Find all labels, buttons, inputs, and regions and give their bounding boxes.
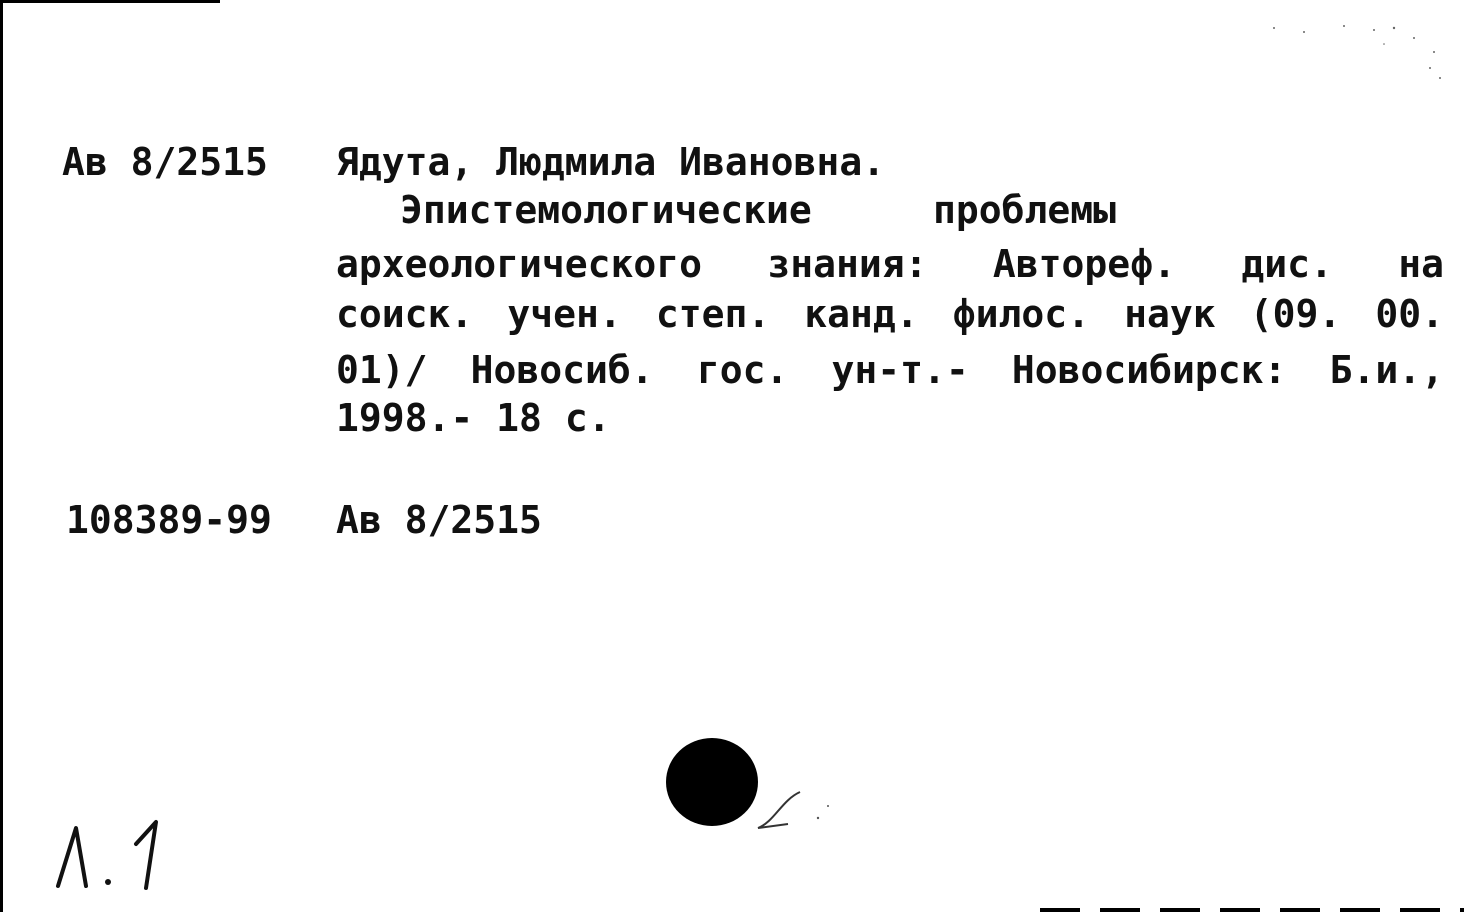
description-word: ун-т.- <box>831 348 969 392</box>
description-word: степ. <box>655 292 771 336</box>
card-left-edge <box>0 0 3 912</box>
description-word: на <box>1398 242 1444 286</box>
description-line <box>336 240 1444 288</box>
punch-hole <box>666 738 758 826</box>
description-line <box>400 186 1116 234</box>
description-word: 1998.- <box>336 396 474 440</box>
pencil-mark <box>752 776 842 836</box>
description-word: (09. <box>1249 292 1342 336</box>
description-word: гос. <box>696 348 789 392</box>
description-word: 00. <box>1375 292 1444 336</box>
description-word: 18 <box>496 396 542 440</box>
description-word: Автореф. <box>992 242 1176 286</box>
description-word: Новосибирск: <box>1011 348 1287 392</box>
description-word: соиск. <box>336 292 474 336</box>
description-word: с. <box>564 396 611 440</box>
description-line <box>336 346 1444 394</box>
description-word: канд. <box>804 292 919 336</box>
description-word: археологического <box>336 242 703 286</box>
description-word: знания: <box>767 242 928 286</box>
inventory-shelf-mark: Ав 8/2515 <box>336 498 542 542</box>
scan-noise <box>1234 8 1454 108</box>
description-line <box>336 394 611 442</box>
description-word: Новосиб. <box>470 348 654 392</box>
description-word: проблемы <box>932 188 1116 232</box>
description-word: Б.и., <box>1329 348 1444 392</box>
description-word: 01)/ <box>336 348 428 392</box>
description-word: учен. <box>507 292 622 336</box>
description-word: филос. <box>952 292 1091 336</box>
card-top-edge <box>0 0 220 3</box>
description-word: Эпистемологические <box>400 188 812 232</box>
author-name: Ядута, Людмила Ивановна. <box>336 140 886 184</box>
description-word: наук <box>1124 292 1216 336</box>
handwritten-note <box>52 812 182 892</box>
card-bottom-edge <box>1040 908 1464 912</box>
inventory-number: 108389-99 <box>66 498 272 542</box>
shelf-mark: Ав 8/2515 <box>62 140 268 184</box>
description-word: дис. <box>1241 242 1333 286</box>
description-line <box>336 290 1444 338</box>
